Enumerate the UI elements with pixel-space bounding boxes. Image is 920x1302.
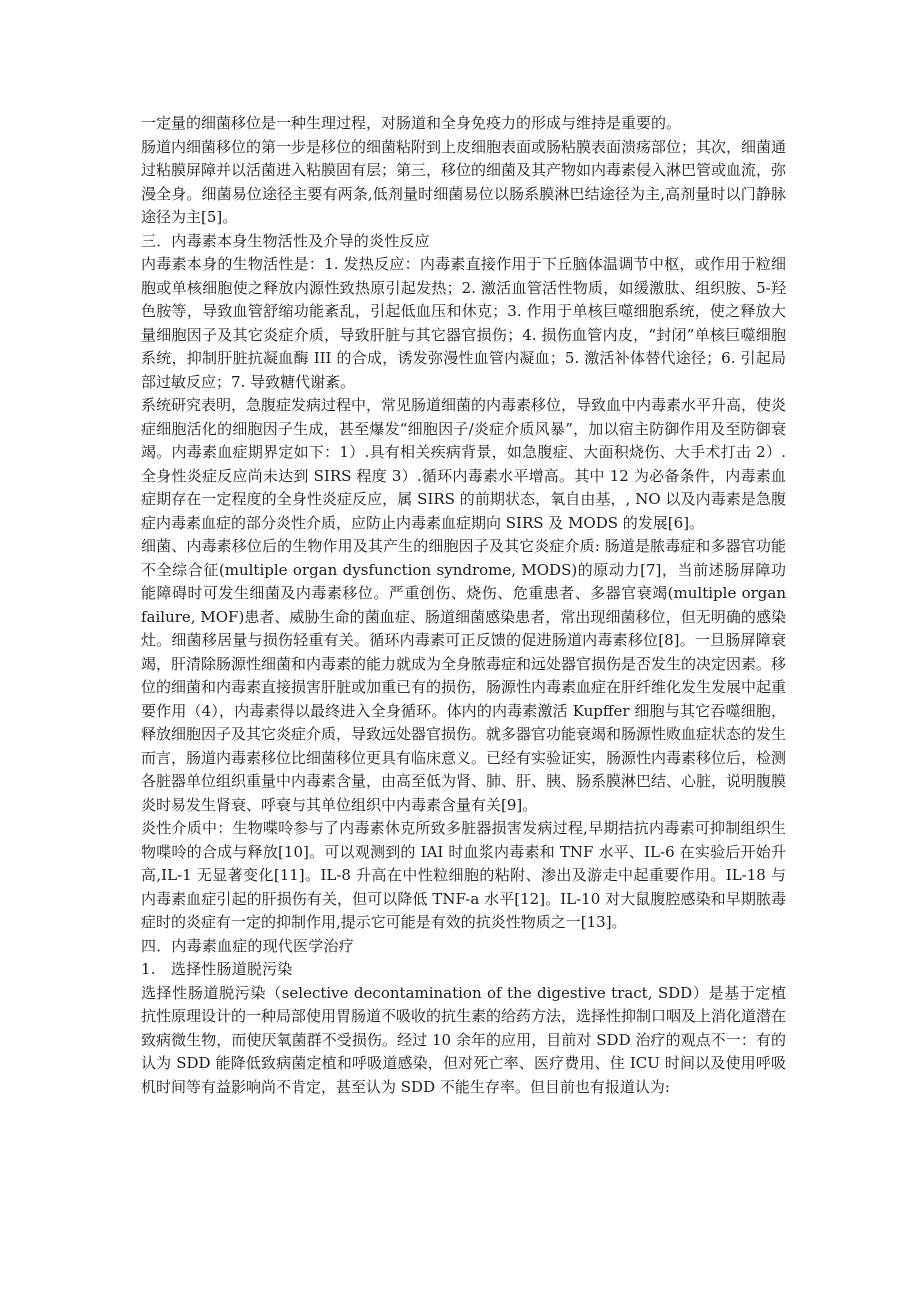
paragraph-endotoxin-activity: 内毒素本身的生物活性是：1. 发热反应：内毒素直接作用于下丘脑体温调节中枢，或作用于粒细胞或单核细胞使之释放内源性致热原引起发热；2. 激活血管活性物质，如缓激肽、组织胺、5-羟色胺等，导致血管舒缩功能紊乱，引起低血压和休克；3. 作用于单核巨噬细胞系统，使之释放大量细胞因子及其它炎症介质，导致肝脏与其它器官损伤；4. 损伤血管内皮，“封闭”单核巨噬细胞系统，抑制肝脏抗凝血酶 III 的合成，诱发弥漫性血管内凝血；5. 激活补体替代途径；6. 引起局部过敏反应；7. 导致糖代谢紊。 (141, 255, 786, 391)
section-heading-3: 三．内毒素本身生物活性及介导的炎性反应 (141, 231, 430, 250)
paragraph-systematic-research: 系统研究表明，急腹症发病过程中，常见肠道细菌的内毒素移位，导致血中内毒素水平升高，使炎症细胞活化的细胞因子生成，甚至爆发“细胞因子/炎症介质风暴”，加以宿主防御作用及至防御衰竭。内毒素血症期界定如下：1）.具有相关疾病背景，如急腹症、大面积烧伤、大手术打击 2）.全身性炎症反应尚未达到 SIRS 程度 3）.循环内毒素水平增高。其中 12 为必备条件，内毒素血症期存在一定程度的全身性炎症反应，属 SIRS 的前期状态，氧自由基，, NO 以及内毒素是急腹症内毒素血症的部分炎性介质，应防止内毒素血症期向 SIRS 及 MODS 的发展[6]。 (141, 396, 787, 532)
document-body (141, 112, 786, 1099)
section-heading-4: 四．内毒素血症的现代医学治疗 (141, 936, 354, 955)
paragraph-biological-effects: 细菌、内毒素移位后的生物作用及其产生的细胞因子及其它炎症介质: 肠道是脓毒症和多器官功能不全综合征(multiple organ dysfunction syndrome, MODS)的原动力[7]，当前述肠屏障功能障碍时可发生细菌及内毒素移位。严重创伤、烧伤、危重患者、多器官衰竭(multiple organ failure, MOF)患者、威胁生命的菌血症、肠道细菌感染患者，常出现细菌移位，但无明确的感染灶。细菌移居量与损伤轻重有关。循环内毒素可正反馈的促进肠道内毒素移位[8]。一旦肠屏障衰竭，肝清除肠源性细菌和内毒素的能力就成为全身脓毒症和远处器官损伤是否发生的决定因素。移位的细菌和内毒素直接损害肝脏或加重已有的损伤，肠源性内毒素血症在肝纤维化发生发展中起重要作用（4），内毒素得以最终进入全身循环。体内的内毒素激活 Kupffer 细胞与其它吞噬细胞，释放细胞因子及其它炎症介质，导致远处器官损伤。就多器官功能衰竭和肠源性败血症状态的发生而言，肠道内毒素移位比细菌移位更具有临床意义。已经有实验证实，肠源性内毒素移位后，检测各脏器单位组织重量中内毒素含量，由高至低为肾、肺、肝、胰、肠系膜淋巴结、心脏，说明腹膜炎时易发生肾衰、呼衰与其单位组织中内毒素含量有关[9]。 (141, 537, 787, 814)
paragraph-translocation-steps: 肠道内细菌移位的第一步是移位的细菌粘附到上皮细胞表面或肠粘膜表面溃疡部位；其次，细菌通过粘膜屏障并以活菌进入粘膜固有层；第三，移位的细菌及其产物如内毒素侵入淋巴管或血流，弥漫全身。细菌易位途径主要有两条,低剂量时细菌易位以肠系膜淋巴结途径为主,高剂量时以门静脉途径为主[5]。 (141, 137, 787, 226)
paragraph-inflammatory-mediators: 炎性介质中：生物喋呤参与了内毒素休克所致多脏器损害发病过程,早期拮抗内毒素可抑制组织生物喋呤的合成与释放[10]。可以观测到的 IAI 时血浆内毒素和 TNF 水平、IL-6 在实验后开始升高,IL-1 无显著变化[11]。IL-8 升高在中性粒细胞的粘附、渗出及游走中起重要作用。IL-18 与内毒素血症引起的肝损伤有关，但可以降低 TNF-a 水平[12]。IL-10 对大鼠腹腔感染和早期脓毒症时的炎症有一定的抑制作用,提示它可能是有效的抗炎性物质之一[13]。 (141, 819, 786, 931)
subsection-heading-1: 1. 选择性肠道脱污染 (141, 960, 293, 978)
paragraph-physiological-translocation: 一定量的细菌移位是一种生理过程，对肠道和全身免疫力的形成与维持是重要的。 (141, 114, 682, 132)
paragraph-sdd: 选择性肠道脱污染（selective decontamination of the digestive tract, SDD）是基于定植抗性原理设计的一种局部使用胃肠道不吸收的抗生素的给药方法，选择性抑制口咽及上消化道潜在致病微生物，而使厌氧菌群不受损伤。经过 10 余年的应用，目前对 SDD 治疗的观点不一：有的认为 SDD 能降低致病菌定植和呼吸道感染，但对死亡率、医疗费用、住 ICU 时间以及使用呼吸机时间等有益影响尚不肯定，甚至认为 SDD 不能生存率。但目前也有报道认为: (141, 983, 787, 1096)
